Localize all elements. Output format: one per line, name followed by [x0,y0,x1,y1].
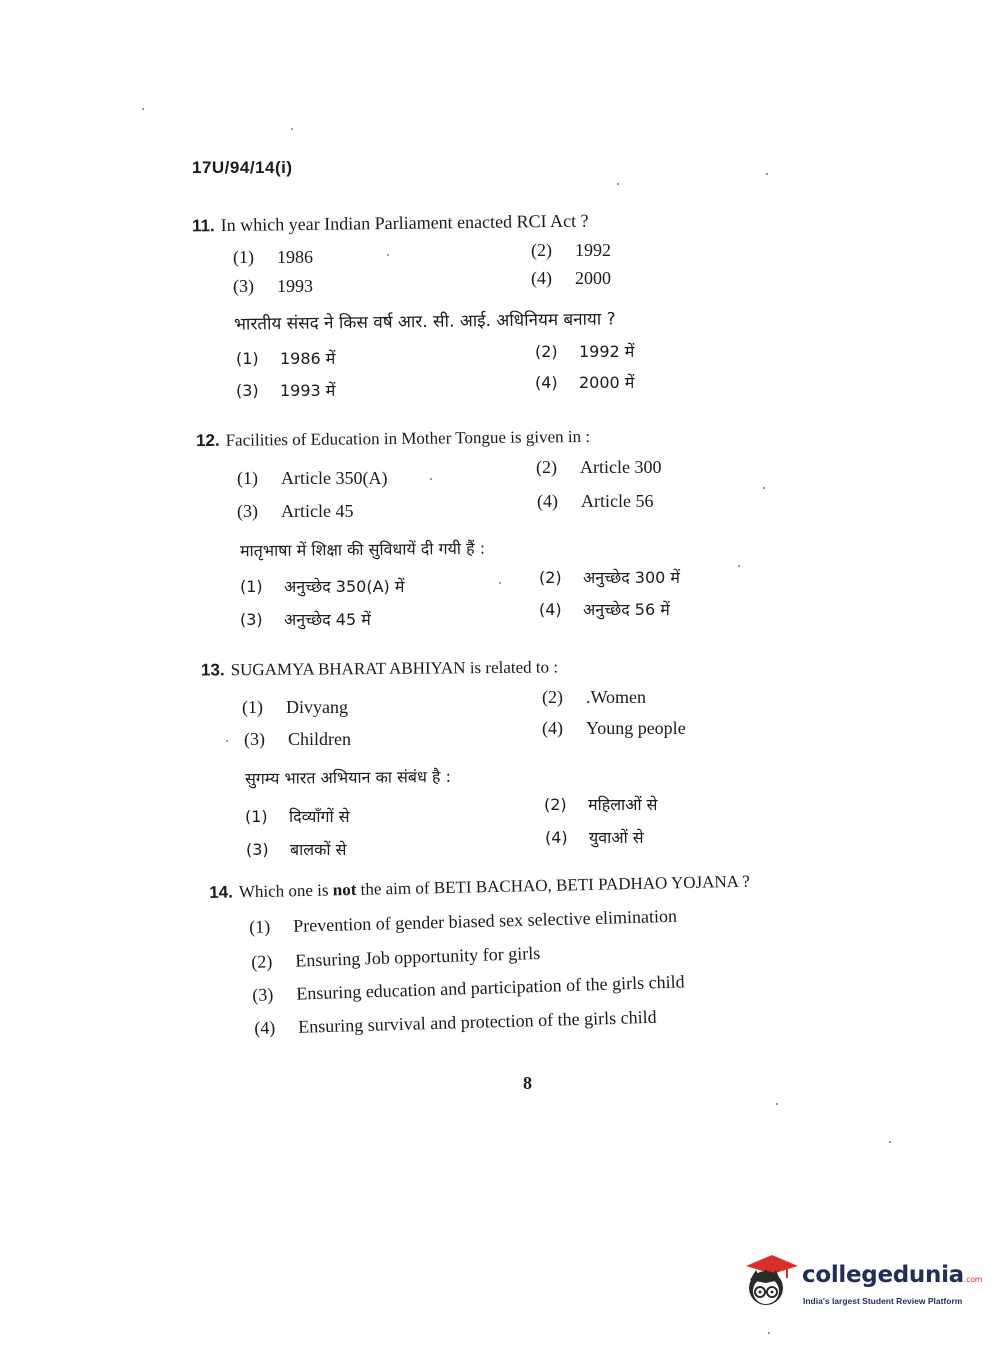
option-3-hindi: (3) बालकों से [246,840,347,859]
option-1-hindi: (1) दिव्याँगों से [245,807,350,826]
option-1: (1) Prevention of gender biased sex selective elimination [249,905,678,937]
scan-speck [776,1103,778,1105]
scan-speck [768,1332,770,1334]
question-12 [196,427,590,451]
question-text-hindi: मातृभाषा में शिक्षा की सुविधायें दी गयी हैं : [239,538,486,561]
question-11 [192,211,589,237]
page-number: 8 [523,1073,532,1093]
paper-code: 17U/94/14(i) [192,158,293,177]
option-4: (4) Young people [542,718,686,738]
logo-tagline: India's largest Student Review Platform [803,1296,963,1306]
scan-speck [291,128,293,130]
option-2: (2) .Women [542,687,647,707]
question-14 [209,872,750,903]
collegedunia-logo [742,1248,983,1318]
scan-speck [763,487,765,489]
scan-speck [499,582,501,584]
option-2-hindi: (2) 1992 में [535,342,635,361]
option-1: (1) Divyang [242,697,348,717]
option-3: (3) Article 45 [237,501,354,521]
option-4-hindi: (4) युवाओं से [545,828,644,847]
scan-speck [142,108,144,110]
question-number: 12. [195,430,220,451]
option-3: (3) Ensuring education and participation of the girls child [252,971,685,1005]
option-3-hindi: (3) 1993 में [236,381,336,400]
question-text: In which year Indian Parliament enacted RCI Act ? [220,210,589,236]
option-1-hindi: (1) अनुच्छेद 350(A) में [240,577,405,596]
question-text: SUGAMYA BHARAT ABHIYAN is related to : [230,657,559,680]
option-3-hindi: (3) अनुच्छेद 45 में [240,610,371,629]
option-2-hindi: (2) अनुच्छेद 300 में [539,568,680,587]
question-number: 14. [209,882,234,902]
scan-speck [738,565,740,567]
option-4: (4) Article 56 [537,491,654,511]
scan-speck [766,173,768,175]
question-text-pre: Which one is [238,880,333,902]
option-4: (4) Ensuring survival and protection of the girls child [254,1006,657,1038]
option-2: (2) Ensuring Job opportunity for girls [251,942,541,972]
option-3: (3) Children [244,729,351,749]
option-3: (3) 1993 [233,276,313,296]
option-4-hindi: (4) 2000 में [535,373,635,392]
option-2-hindi: (2) महिलाओं से [544,795,658,814]
scan-speck [430,478,432,480]
option-2: (2) Article 300 [536,457,662,477]
option-4: (4) 2000 [531,268,611,288]
question-number: 11. [191,216,215,236]
question-text-bold: not [332,879,357,900]
option-1: (1) Article 350(A) [237,468,388,488]
option-4-hindi: (4) अनुच्छेद 56 में [539,600,670,619]
option-2: (2) 1992 [531,240,611,260]
question-text-post: the aim of BETI BACHAO, BETI PADHAO YOJANA ? [356,871,750,899]
student-mascot-icon [742,1250,802,1314]
scan-speck [617,183,619,185]
scan-speck [226,740,228,742]
scan-speck [889,1141,891,1143]
option-1: (1) 1986 [233,247,313,267]
logo-wordmark: collegedunia.com [802,1262,983,1288]
question-text-hindi: सुगम्य भारत अभियान का संबंध है : [244,766,452,789]
question-13 [201,657,558,680]
question-text: Facilities of Education in Mother Tongue is given in : [225,426,591,450]
question-text-hindi: भारतीय संसद ने किस वर्ष आर. सी. आई. अधिनियम बनाया ? [233,309,616,335]
scan-speck [387,254,389,256]
option-1-hindi: (1) 1986 में [236,349,336,368]
question-number: 13. [200,660,225,680]
